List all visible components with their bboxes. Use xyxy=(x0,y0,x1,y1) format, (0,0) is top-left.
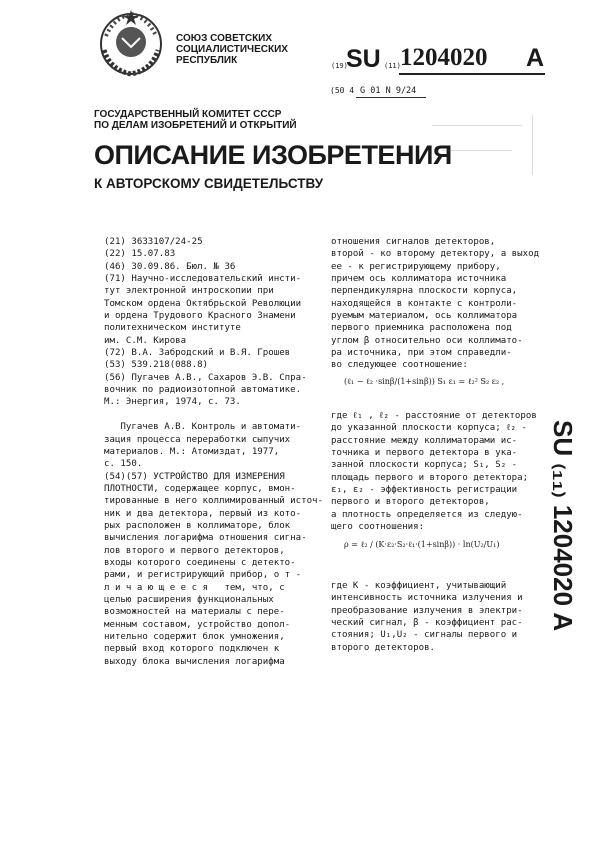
document-title: ОПИСАНИЕ ИЗОБРЕТЕНИЯ xyxy=(94,140,452,170)
text-line: им. С.М. Кирова xyxy=(104,335,187,346)
text-line: Пугачев А.В. Контроль и автомати- xyxy=(104,422,302,433)
kind-code: A xyxy=(526,44,545,72)
ipc-underline xyxy=(356,97,426,98)
text-line: (72) В.А. Забродский и В.Я. Грошев xyxy=(104,348,291,359)
text-line: причем ось коллиматора источника xyxy=(331,274,507,285)
text-line: отношения сигналов детекторов, xyxy=(331,237,496,247)
code-19: (19) xyxy=(331,62,348,70)
text-line: вычисления логарифма отношения сигна- xyxy=(104,533,307,544)
text-line: нительно содержит блок умножения, xyxy=(104,632,285,642)
text-line: лов второго и первого детекторов, xyxy=(104,545,285,556)
text-line: целью расширения функциональных xyxy=(104,594,274,605)
text-line: площадь первого и второго детектора; xyxy=(331,472,529,483)
text-line: ее - к регистрирующему прибору, xyxy=(331,261,501,272)
text-line: где ℓ₁ , ℓ₂ - расстояние от детекторов xyxy=(331,411,537,421)
text-line: (71) Научно-исследовательский инсти- xyxy=(104,274,302,285)
code-11: (11) xyxy=(384,62,401,70)
text-line: Томском ордена Октябрьской Революции xyxy=(104,298,302,309)
text-line: расстояние между коллиматорами ис- xyxy=(331,435,518,446)
country-line-2: СОЦИАЛИСТИЧЕСКИХ xyxy=(176,44,288,55)
text-line: занной плоскости корпуса; S₁, S₂ - xyxy=(331,460,518,471)
formula-2: ρ = ℓ₂ / (K·ε₂·S₂·ℓ₁·(1+sinβ)) · ln(U₂/U₁) xyxy=(344,540,500,549)
text-line: возможностей на материалы с пере- xyxy=(104,607,285,618)
text-line: ПЛОТНОСТИ, содержащее корпус, вмон- xyxy=(104,483,296,494)
text-line: первого и второго детекторов, xyxy=(331,497,490,508)
ipc-class: G 01 N 9/24 xyxy=(360,86,417,96)
text-line: щего соотношения: xyxy=(331,522,425,533)
ipc-prefix: (50 4 xyxy=(330,86,355,95)
text-line: второй - ко второму детектору, а выход xyxy=(331,249,540,260)
country-line-3: РЕСПУБЛИК xyxy=(176,55,238,66)
text-line: ра источника, при этом справедли- xyxy=(331,348,512,359)
number-underline xyxy=(399,73,545,75)
right-column-bottom xyxy=(331,580,523,654)
country-block xyxy=(176,33,288,66)
country-code: SU xyxy=(346,45,381,73)
committee-line-2: ПО ДЕЛАМ ИЗОБРЕТЕНИЙ И ОТКРЫТИЙ xyxy=(94,120,297,131)
text-line: входы которого соединены с детекто- xyxy=(104,557,296,568)
ussr-emblem-icon xyxy=(96,8,166,78)
text-line: выходу блока вычисления логарифма xyxy=(104,656,285,667)
text-line: (54)(57) УСТРОЙСТВО ДЛЯ ИЗМЕРЕНИЯ xyxy=(104,471,285,482)
text-line: а плотность определяется из следую- xyxy=(331,509,523,520)
text-line: углом β относительно оси коллимато- xyxy=(331,335,523,346)
text-line: ε₁, ε₂ - эффективность регистрации xyxy=(331,485,518,496)
text-line: менным составом, устройство допол- xyxy=(104,619,291,630)
text-line: (22) 15.07.83 xyxy=(104,249,176,260)
country-line-1: СОЮЗ СОВЕТСКИХ xyxy=(176,33,273,44)
text-line: ник и два детектора, первый из кото- xyxy=(104,508,302,519)
text-line: с. 150. xyxy=(104,459,143,470)
text-line xyxy=(104,409,323,421)
left-column xyxy=(104,236,323,668)
text-line: до указанной плоскости корпуса; ℓ₂ - xyxy=(331,423,527,434)
text-line: тированные в него коллимированный источ- xyxy=(104,496,323,507)
text-line: руемым материалом, ось коллиматора xyxy=(331,311,518,322)
formula-1: (ℓ₁ − ℓ₂ ·sinβ/(1+sinβ)) S₁ ε₁ = ℓ₂² S₂ ε₂ , xyxy=(344,377,505,386)
text-line: материалов. М.: Атомиздат, 1977, xyxy=(104,446,280,457)
text-line: во следующее соотношение: xyxy=(331,360,468,371)
text-line: находящейся в контакте с контроли- xyxy=(331,298,518,309)
text-line: (53) 539.218(088.8) xyxy=(104,360,209,371)
committee-line-1: ГОСУДАРСТВЕННЫЙ КОМИТЕТ СССР xyxy=(94,109,282,120)
text-line: (21) 3633107/24-25 xyxy=(104,237,203,247)
text-line: преобразование излучения в электри- xyxy=(331,605,523,616)
committee-block xyxy=(94,109,297,131)
text-line: рых расположен в коллиматоре, блок xyxy=(104,520,291,531)
text-line: первого приемника расположена под xyxy=(331,323,512,334)
patent-number: 1204020 xyxy=(400,44,488,71)
text-line: (46) 30.09.86. Бюл. № 36 xyxy=(104,261,236,272)
text-line: перпендикулярна плоскости корпуса, xyxy=(331,286,518,297)
document-subtitle: К АВТОРСКОМУ СВИДЕТЕЛЬСТВУ xyxy=(94,176,324,191)
vertical-patent-number: SU ₍₁₁₎ 1204020 A xyxy=(548,420,578,632)
text-line: зация процесса переработки сыпучих xyxy=(104,434,291,445)
text-line: политехническом институте xyxy=(104,323,241,334)
right-column-top xyxy=(331,236,539,372)
text-line: интенсивность источника излучения и xyxy=(331,593,523,604)
text-line: ческий сигнал, β - коэффициент рас- xyxy=(331,618,523,629)
text-line: первый вход которого подключен к xyxy=(104,644,280,655)
text-line: тут электронной интроскопии при xyxy=(104,286,274,297)
text-line: второго детекторов. xyxy=(331,642,436,653)
text-line: л и ч а ю щ е е с я тем, что, с xyxy=(104,582,285,593)
text-line: (56) Пугачев А.В., Сахаров Э.В. Спра- xyxy=(104,372,307,383)
text-line: рами, и регистрирующий прибор, о т - xyxy=(104,570,302,581)
right-column-mid xyxy=(331,410,537,533)
text-line: где K - коэффициент, учитывающий xyxy=(331,581,507,591)
scan-noise xyxy=(422,115,542,195)
text-line: стояния; U₁,U₂ - сигналы первого и xyxy=(331,630,518,641)
text-line: вочник по радиоизотопной автоматике. xyxy=(104,385,302,396)
text-line: и ордена Трудового Красного Знамени xyxy=(104,311,296,322)
text-line: точника и первого детектора в ука- xyxy=(331,448,518,459)
text-line: М.: Энергия, 1974, с. 73. xyxy=(104,397,241,408)
